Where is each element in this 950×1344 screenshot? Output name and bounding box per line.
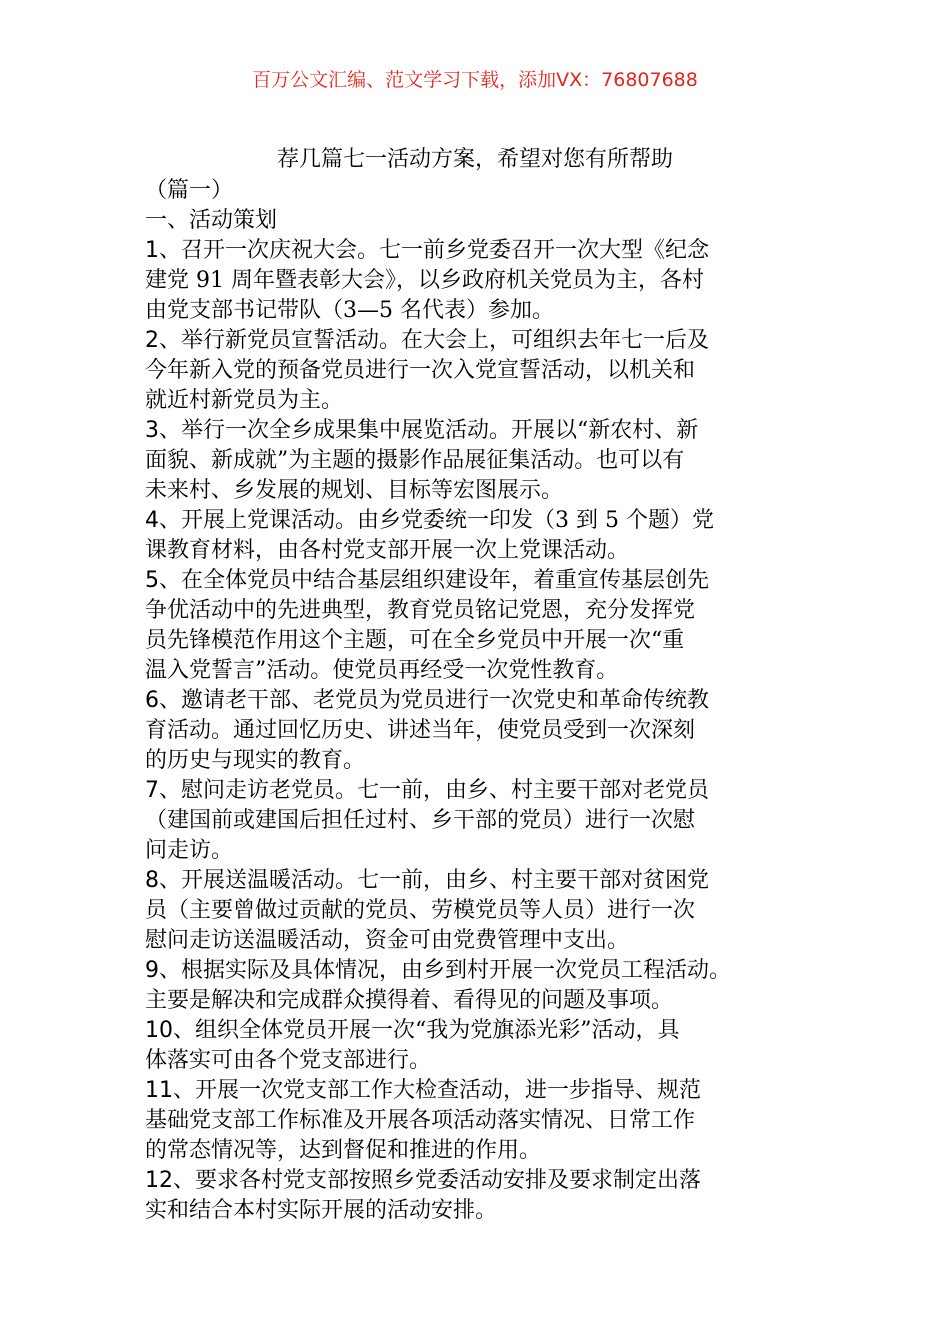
item-number: 8 xyxy=(145,868,159,893)
document-body xyxy=(145,176,810,1226)
item-text: 、慰问走访老党员。七一前，由乡、村主要干部对老党员 （建国前或建国后担任过村、乡干部的党员）进行一次慰 问走访。 xyxy=(145,778,710,863)
list-item xyxy=(145,506,810,566)
item-text: 、在全体党员中结合基层组织建设年，着重宣传基层创先 争优活动中的先进典型，教育党员铭记党恩，充分发挥党 员先锋模范作用这个主题，可在全乡党员中开展一次“重 温入党誓言”活动。使党员再经受一次党性教育。 xyxy=(145,568,710,683)
item-text: 、召开一次庆祝大会。七一前乡党委召开一次大型《纪念 建党 91 周年暨表彰大会》，以乡政府机关党员为主，各村 由党支部书记带队（3—5 名代表）参加。 xyxy=(145,238,710,323)
item-text: 、开展上党课活动。由乡党委统一印发（3 到 5 个题）党 课教育材料，由各村党支部开展一次上党课活动。 xyxy=(145,508,714,563)
item-number: 10 xyxy=(145,1018,173,1043)
list-item xyxy=(145,686,810,776)
item-text: 、开展一次党支部工作大检查活动，进一步指导、规范 基础党支部工作标准及开展各项活动落实情况、日常工作 的常态情况等，达到督促和推进的作用。 xyxy=(145,1078,702,1163)
item-text: 、根据实际及具体情况，由乡到村开展一次党员工程活动。 主要是解决和完成群众摸得着、看得见的问题及事项。 xyxy=(145,958,732,1013)
list-item xyxy=(145,1016,810,1076)
list-item xyxy=(145,566,810,686)
part-label: （篇一） xyxy=(145,178,234,203)
item-number: 2 xyxy=(145,328,159,353)
item-number: 4 xyxy=(145,508,159,533)
item-text: 、邀请老干部、老党员为党员进行一次党史和革命传统教 育活动。通过回忆历史、讲述当年，使党员受到一次深刻 的历史与现实的教育。 xyxy=(145,688,710,773)
item-text: 、举行新党员宣誓活动。在大会上，可组织去年七一后及 今年新入党的预备党员进行一次入党宣誓活动，以机关和 就近村新党员为主。 xyxy=(145,328,710,413)
item-number: 5 xyxy=(145,568,159,593)
item-number: 7 xyxy=(145,778,159,803)
list-item xyxy=(145,866,810,956)
item-text: 、开展送温暖活动。七一前，由乡、村主要干部对贫困党 员（主要曾做过贡献的党员、劳模党员等人员）进行一次 慰问走访送温暖活动，资金可由党费管理中支出。 xyxy=(145,868,710,953)
item-text: 、组织全体党员开展一次“我为党旗添光彩”活动，具 体落实可由各个党支部进行。 xyxy=(145,1018,680,1073)
list-item xyxy=(145,956,810,1016)
header-banner: 百万公文汇编、范文学习下载，添加VX：76807688 xyxy=(252,69,698,91)
list-item xyxy=(145,236,810,326)
list-item xyxy=(145,416,810,506)
document-title: 荐几篇七一活动方案，希望对您有所帮助 xyxy=(276,147,673,172)
item-number: 9 xyxy=(145,958,159,983)
list-item xyxy=(145,326,810,416)
item-number: 1 xyxy=(145,238,159,263)
item-number: 6 xyxy=(145,688,159,713)
section-heading: 一、活动策划 xyxy=(145,208,278,233)
item-text: 、要求各村党支部按照乡党委活动安排及要求制定出落 实和结合本村实际开展的活动安排。 xyxy=(145,1168,702,1223)
item-number: 11 xyxy=(145,1078,173,1103)
list-item xyxy=(145,776,810,866)
list-item xyxy=(145,1166,810,1226)
item-number: 12 xyxy=(145,1168,173,1193)
item-text: 、举行一次全乡成果集中展览活动。开展以“新农村、新 面貌、新成就”为主题的摄影作品展征集活动。也可以有 未来村、乡发展的规划、目标等宏图展示。 xyxy=(145,418,699,503)
list-item xyxy=(145,1076,810,1166)
item-number: 3 xyxy=(145,418,159,443)
